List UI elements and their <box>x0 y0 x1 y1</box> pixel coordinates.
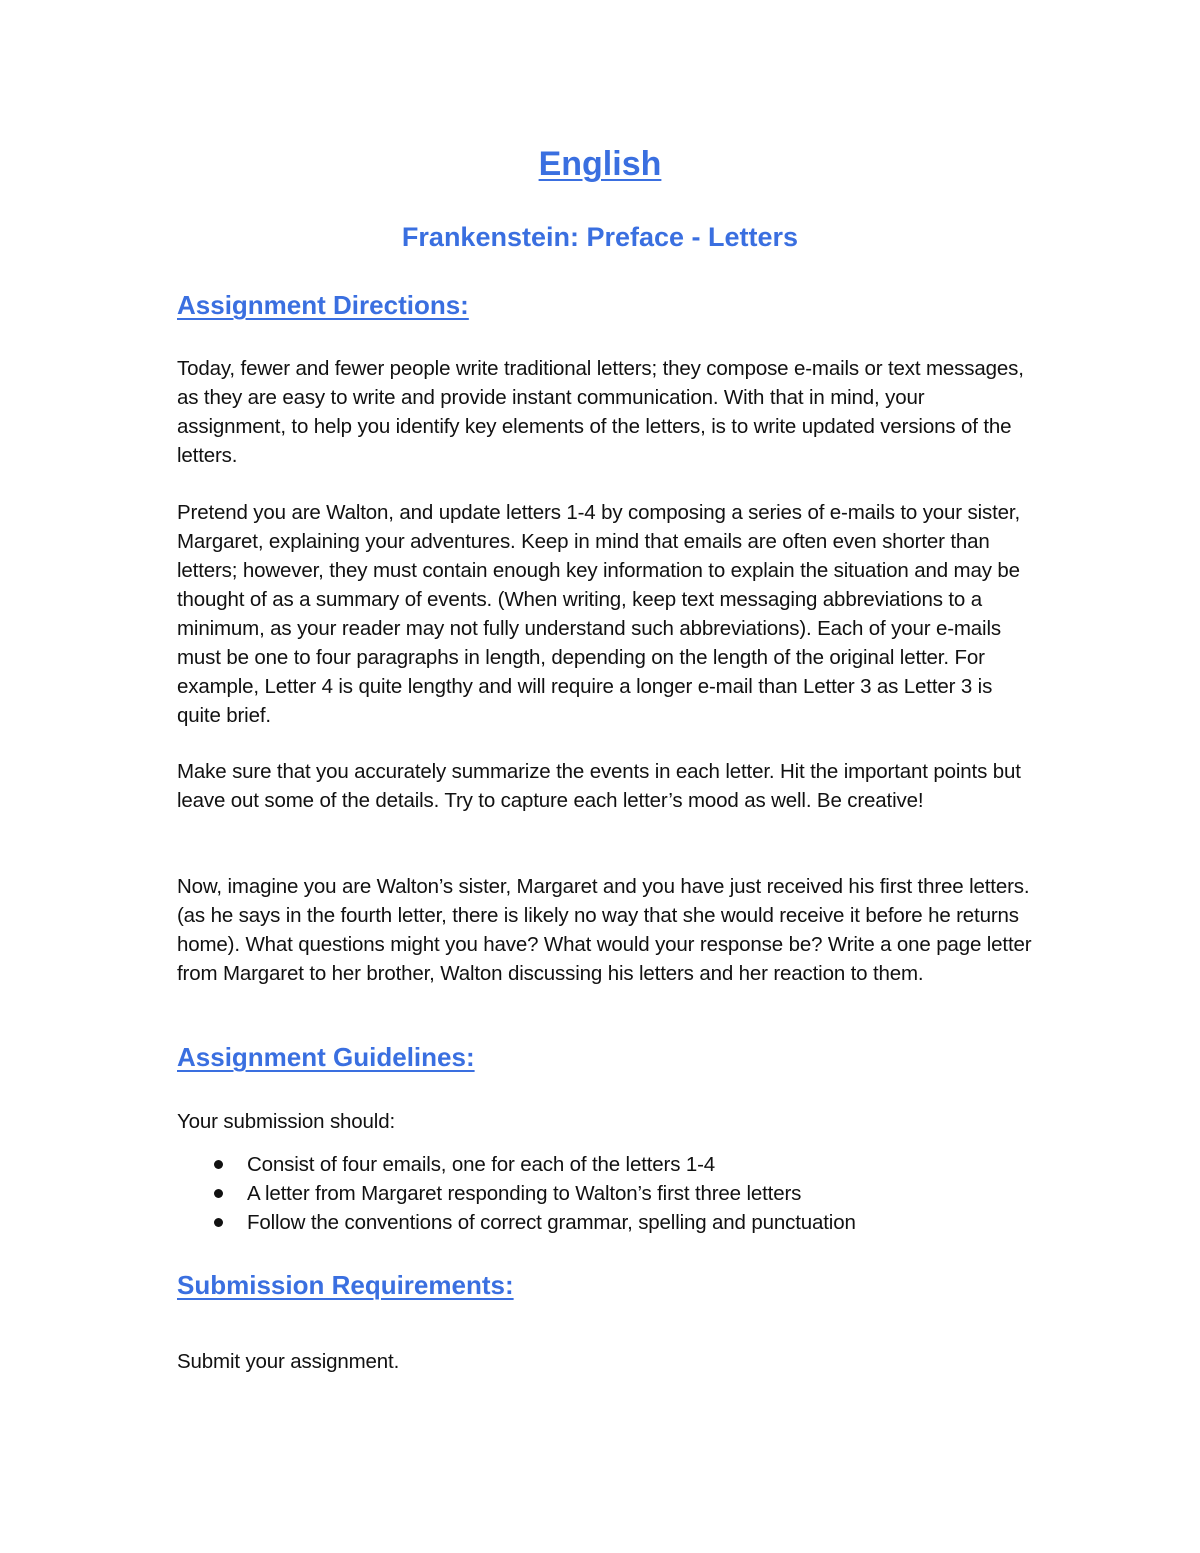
guidelines-intro: Your submission should: <box>177 1110 396 1133</box>
guidelines-item-text: Consist of four emails, one for each of the letters 1-4 <box>247 1153 716 1176</box>
directions-paragraph-2: Pretend you are Walton, and update letters 1-4 by composing a series of e-mails to your sister, Margaret, explaining your adventures. Keep in mind that emails are often even shorter than letters; however, they must contain enough key information to explain the situation and may be thought of as a summary of events. (When writing, keep text messaging abbreviations to a minimum, as your reader may not fully understand such abbreviations). Each of your e-mails must be one to four paragraphs in length, depending on the length of the original letter. For example, Letter 4 is quite lengthy and will require a longer e-mail than Letter 3 as Letter 3 is quite brief. <box>177 501 1021 727</box>
bullet-icon <box>214 1160 223 1169</box>
document-subtitle: Frankenstein: Preface - Letters <box>401 222 799 252</box>
guidelines-item-text: A letter from Margaret responding to Walton’s first three letters <box>247 1182 802 1205</box>
submission-text: Submit your assignment. <box>177 1350 400 1373</box>
guidelines-heading: Assignment Guidelines: <box>177 1042 475 1072</box>
bullet-icon <box>214 1218 223 1227</box>
directions-paragraph-3: Make sure that you accurately summarize the events in each letter. Hit the important points but leave out some of the details. Try to capture each letter’s mood as well. Be creative! <box>177 760 1021 812</box>
document-title: English <box>538 145 662 183</box>
guidelines-list-item <box>177 1150 1037 1179</box>
submission-heading: Submission Requirements: <box>177 1270 514 1300</box>
bullet-icon <box>214 1189 223 1198</box>
directions-paragraph-1: Today, fewer and fewer people write traditional letters; they compose e-mails or text messages, as they are easy to write and provide instant communication. With that in mind, your assignment, to help you identify key elements of the letters, is to write updated versions of the letters. <box>177 357 1024 467</box>
directions-paragraph-4: Now, imagine you are Walton’s sister, Margaret and you have just received his first three letters. (as he says in the fourth letter, there is likely no way that she would receive it before he returns home). What questions might you have? What would your response be? Write a one page letter from Margaret to her brother, Walton discussing his letters and her reaction to them. <box>177 875 1032 985</box>
directions-heading: Assignment Directions: <box>177 290 469 320</box>
guidelines-list-item <box>177 1179 1037 1208</box>
guidelines-list-item <box>177 1208 1037 1237</box>
guidelines-list <box>177 1150 1037 1237</box>
guidelines-item-text: Follow the conventions of correct grammar, spelling and punctuation <box>247 1211 856 1234</box>
